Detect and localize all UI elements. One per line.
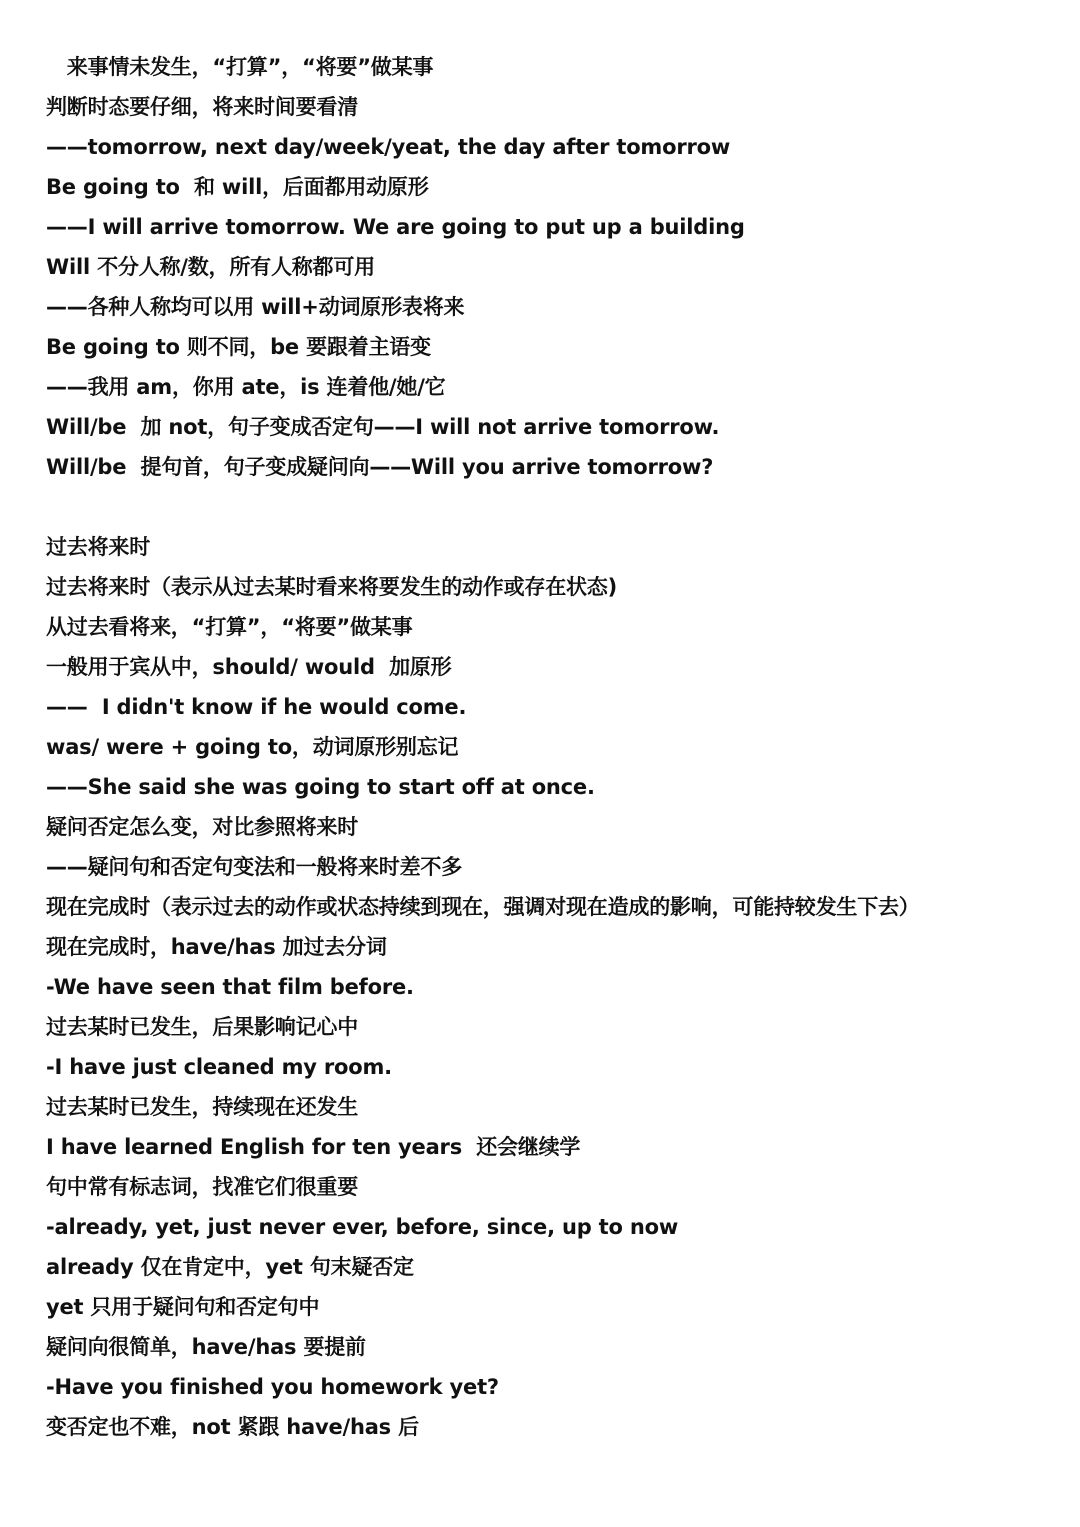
text-line: ——tomorrow, next day/week/yeat, the day after tomorrow bbox=[46, 135, 731, 159]
text-line: 句中常有标志词，找准它们很重要 bbox=[46, 1175, 358, 1199]
text-line: ——各种人称均可以用 will+动词原形表将来 bbox=[46, 295, 465, 319]
text-line: Be going to 和 will，后面都用动原形 bbox=[46, 175, 429, 199]
text-line: 过去将来时（表示从过去某时看来将要发生的动作或存在状态) bbox=[46, 575, 617, 599]
text-line: 来事情未发生，“打算”，“将要”做某事 bbox=[46, 55, 434, 79]
text-line: 疑问否定怎么变，对比参照将来时 bbox=[46, 815, 358, 839]
text-line: 现在完成时（表示过去的动作或状态持续到现在，强调对现在造成的影响，可能持较发生下去） bbox=[46, 895, 920, 919]
text-line: already 仅在肯定中，yet 句末疑否定 bbox=[46, 1255, 414, 1279]
text-line: was/ were + going to，动词原形别忘记 bbox=[46, 735, 459, 759]
text-line: 过去某时已发生，后果影响记心中 bbox=[46, 1015, 358, 1039]
text-line: 疑问向很简单，have/has 要提前 bbox=[46, 1335, 366, 1359]
text-line: ——疑问句和否定句变法和一般将来时差不多 bbox=[46, 855, 462, 879]
text-line: -Have you finished you homework yet? bbox=[46, 1375, 499, 1399]
text-line: -I have just cleaned my room. bbox=[46, 1055, 392, 1079]
text-line: Will/be 提句首，句子变成疑问向——Will you arrive tomorrow? bbox=[46, 455, 714, 479]
section-heading: 过去将来时 bbox=[46, 535, 150, 559]
text-line: -already, yet, just never ever, before, since, up to now bbox=[46, 1215, 679, 1239]
text-line: 过去某时已发生，持续现在还发生 bbox=[46, 1095, 358, 1119]
text-line: 判断时态要仔细，将来时间要看清 bbox=[46, 95, 358, 119]
text-line: yet 只用于疑问句和否定句中 bbox=[46, 1295, 320, 1319]
text-line: 从过去看将来，“打算”，“将要”做某事 bbox=[46, 615, 413, 639]
text-line: ——I will arrive tomorrow. We are going to put up a building bbox=[46, 215, 745, 239]
text-body bbox=[46, 47, 1046, 1447]
blank-line bbox=[46, 487, 1046, 527]
text-line: I have learned English for ten years 还会继续学 bbox=[46, 1135, 581, 1159]
text-line: —— I didn't know if he would come. bbox=[46, 695, 467, 719]
text-line: 一般用于宾从中，should/ would 加原形 bbox=[46, 655, 452, 679]
text-line: Be going to 则不同，be 要跟着主语变 bbox=[46, 335, 431, 359]
text-line: Will/be 加 not，句子变成否定句——I will not arrive tomorrow. bbox=[46, 415, 720, 439]
text-line: 变否定也不难，not 紧跟 have/has 后 bbox=[46, 1415, 419, 1439]
text-line: Will 不分人称/数，所有人称都可用 bbox=[46, 255, 375, 279]
text-line: 现在完成时，have/has 加过去分词 bbox=[46, 935, 387, 959]
text-line: ——She said she was going to start off at once. bbox=[46, 775, 595, 799]
text-line: ——我用 am，你用 ate，is 连着他/她/它 bbox=[46, 375, 446, 399]
text-line: -We have seen that film before. bbox=[46, 975, 414, 999]
